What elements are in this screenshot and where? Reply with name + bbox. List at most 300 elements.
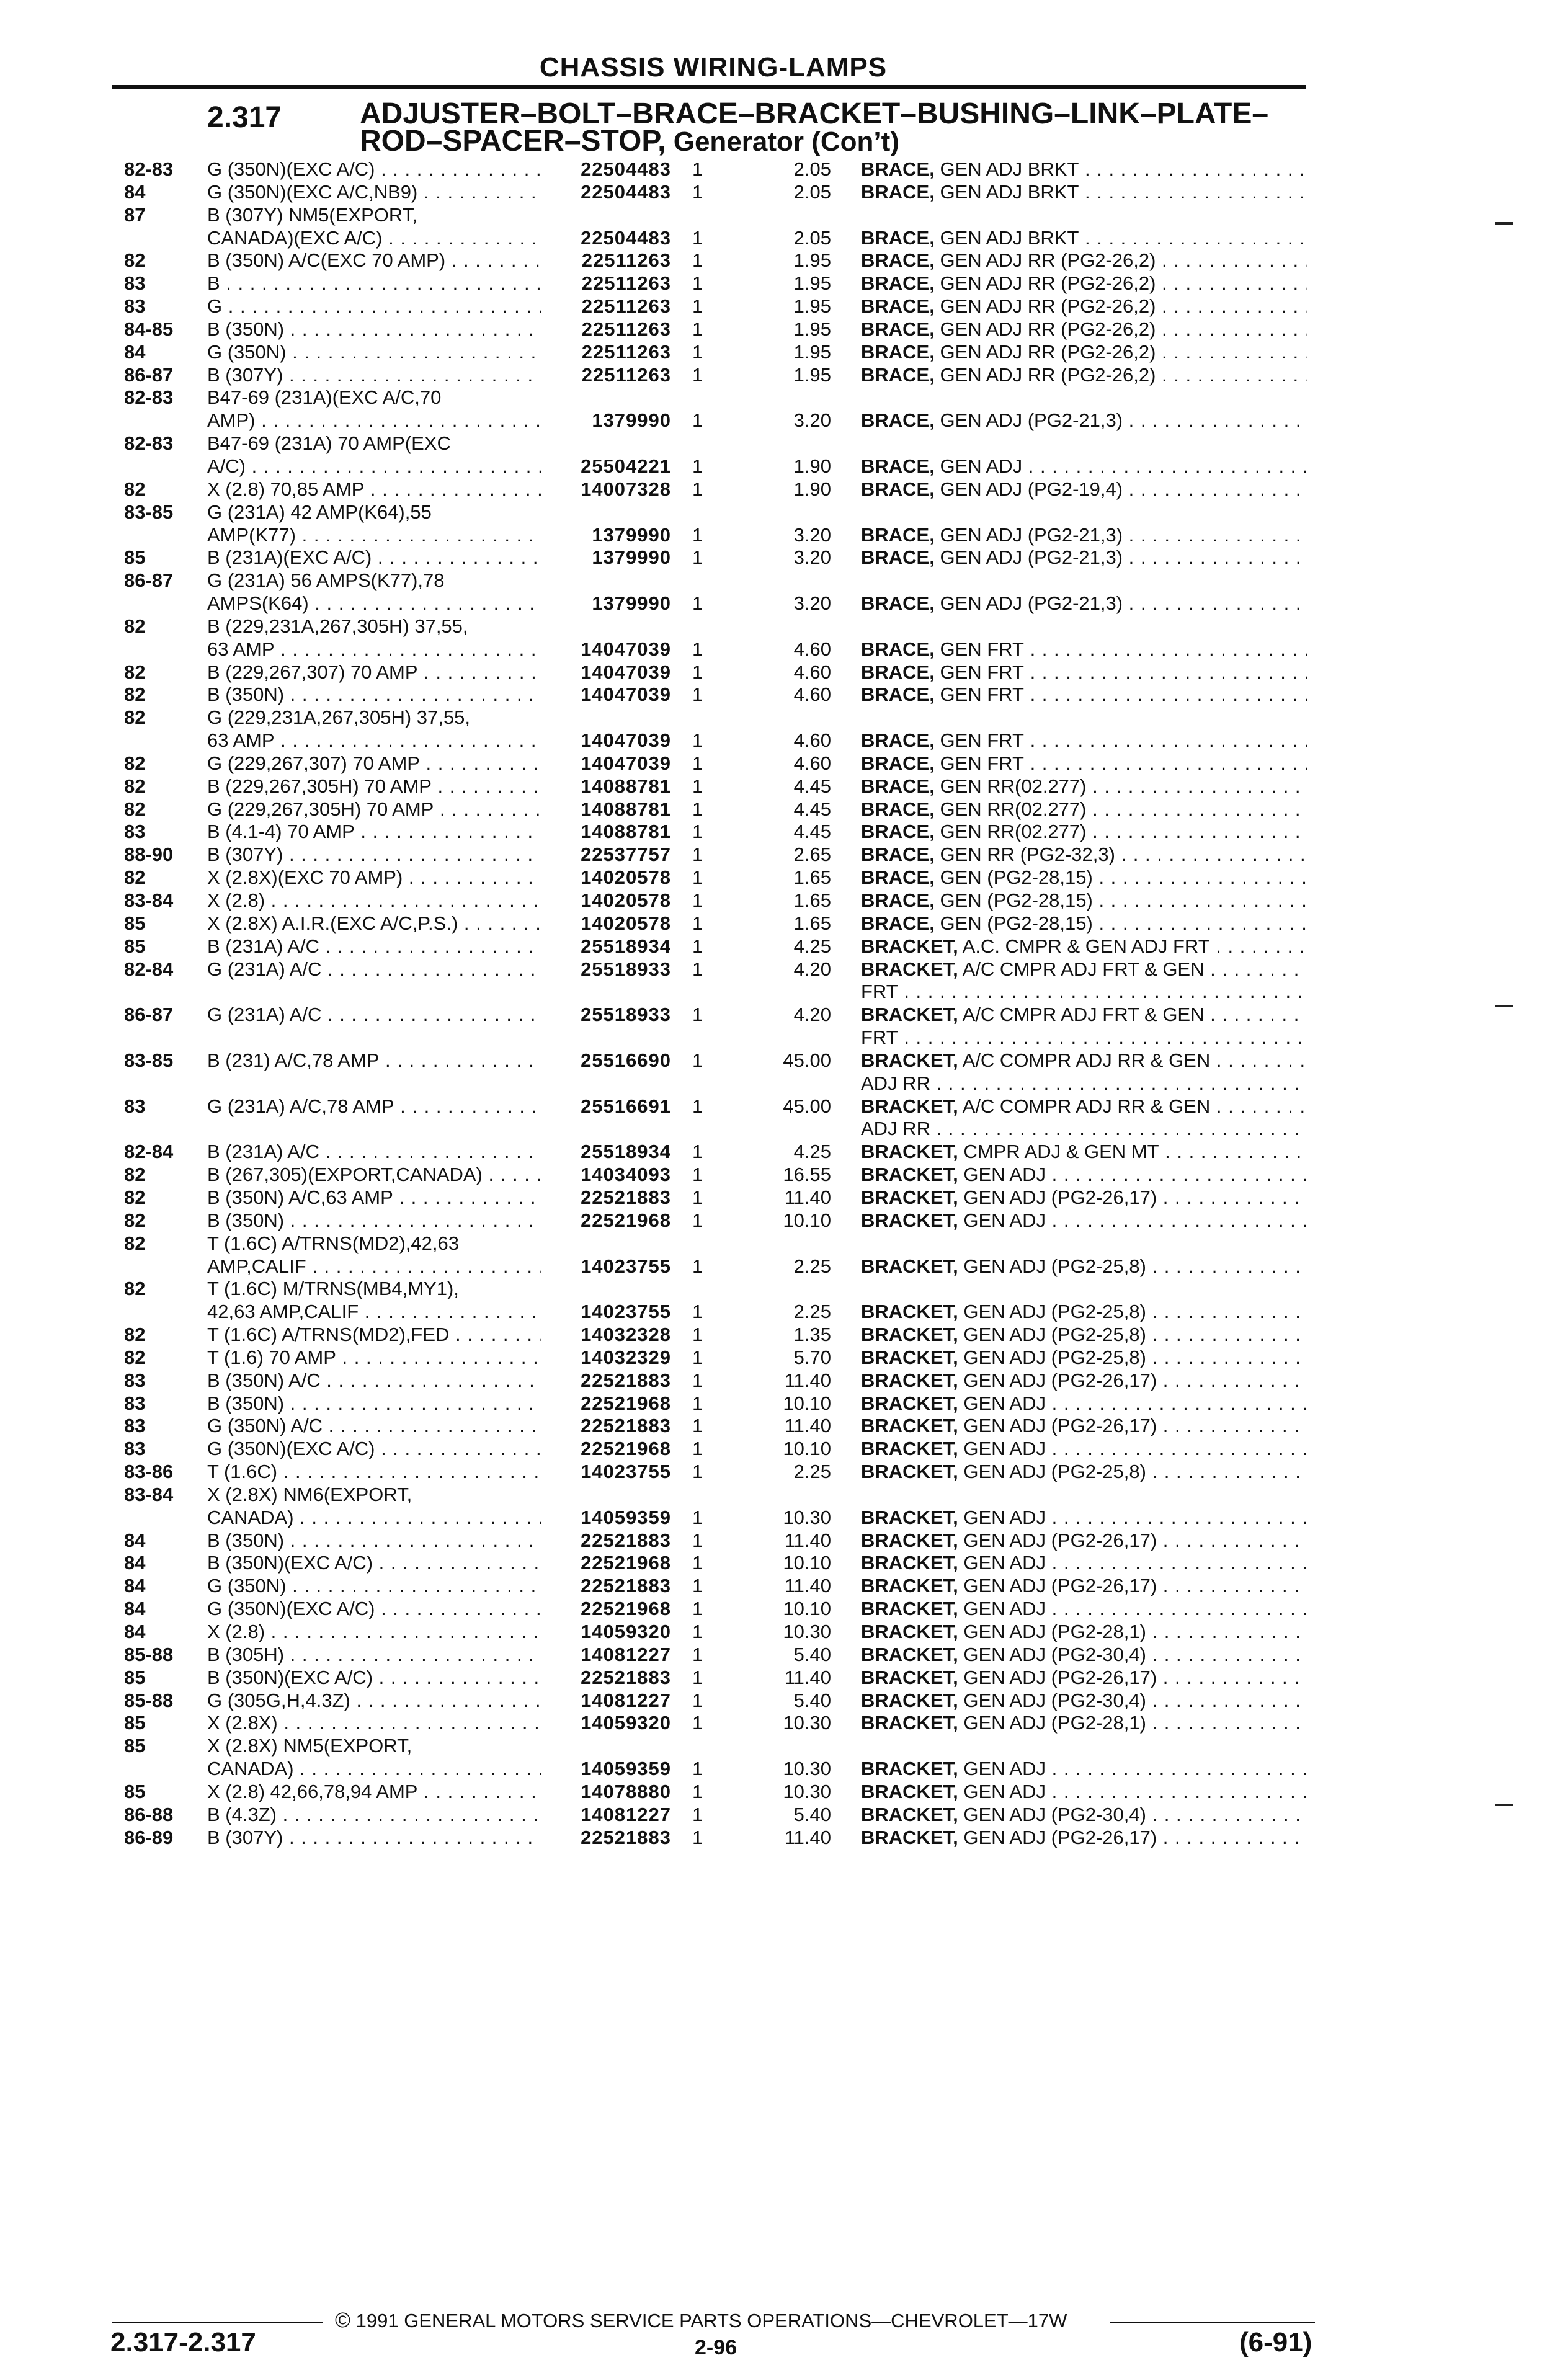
part-number: 14088781 — [581, 821, 671, 843]
margin-mark — [1495, 222, 1513, 225]
table-row — [0, 1232, 1568, 1255]
description-keyword: BRACKET, — [861, 1346, 958, 1368]
description-text: GEN ADJ RR (PG2-26,2) — [934, 272, 1156, 295]
description — [861, 1347, 1307, 1369]
section-title-line-2 — [360, 125, 1290, 158]
application: B (305H) . . . — [207, 1644, 541, 1667]
description-keyword: BRACKET, — [861, 1758, 958, 1780]
description-text: GEN ADJ (PG2-28,1) — [958, 1621, 1146, 1642]
model-years: 84 — [124, 1575, 146, 1597]
price: 1.95 — [793, 341, 831, 363]
description — [861, 1507, 1307, 1530]
description-text: GEN ADJ (PG2-28,1) — [958, 1712, 1146, 1734]
application: G (231A) A/C . . . — [207, 1004, 541, 1026]
application: G (229,231A,267,305H) 37,55, — [207, 706, 470, 729]
application: X (2.8X)(EXC 70 AMP) . . . — [207, 866, 541, 889]
price: 4.60 — [793, 684, 831, 706]
description — [861, 1690, 1307, 1712]
model-years: 82 — [124, 866, 146, 889]
description-text: FRT — [861, 981, 898, 1003]
table-row — [0, 272, 1568, 295]
application: T (1.6C) A/TRNS(MD2),42,63 — [207, 1232, 459, 1254]
application: G (350N) . . . — [207, 1575, 541, 1598]
section-title-line-2-rest: Generator (Con’t) — [666, 127, 899, 157]
description-text: CMPR ADJ & GEN MT — [958, 1141, 1159, 1163]
description — [861, 1438, 1307, 1461]
description — [861, 1187, 1307, 1209]
model-years: 82-83 — [124, 158, 174, 180]
margin-mark — [1495, 1804, 1513, 1806]
quantity: 1 — [692, 1552, 703, 1574]
description-text: ADJ RR — [861, 1118, 930, 1140]
application: G (350N)(EXC A/C,NB9) . . . — [207, 181, 541, 204]
description-keyword: BRACE, — [861, 523, 935, 546]
quantity: 1 — [692, 889, 703, 911]
description — [861, 729, 1307, 752]
description — [861, 1049, 1307, 1072]
description-text: A.C. CMPR & GEN ADJ FRT — [958, 935, 1210, 957]
part-number: 14078880 — [581, 1780, 671, 1802]
application: 63 AMP . . . — [207, 729, 541, 752]
quantity: 1 — [692, 1506, 703, 1528]
price: 3.20 — [793, 409, 831, 432]
quantity: 1 — [692, 226, 703, 249]
price: 10.10 — [783, 1552, 831, 1574]
quantity: 1 — [692, 546, 703, 569]
section-number: 2.317 — [207, 101, 282, 134]
application: B (350N) . . . — [207, 318, 541, 341]
application: B (350N) . . . — [207, 1530, 541, 1552]
model-years: 85 — [124, 935, 146, 957]
price: 10.10 — [783, 1598, 831, 1620]
footer-page-number: 2-96 — [695, 2336, 737, 2359]
application: B (350N) A/C,63 AMP . . . — [207, 1187, 541, 1209]
model-years: 82 — [124, 1346, 146, 1368]
quantity: 1 — [692, 1049, 703, 1071]
footer-date: (6-91) — [1239, 2327, 1312, 2358]
part-number: 22521883 — [581, 1369, 671, 1391]
description — [861, 524, 1307, 547]
margin-mark — [1495, 1005, 1513, 1007]
description-text: GEN ADJ (PG2-30,4) — [958, 1689, 1146, 1711]
application: CANADA)(EXC A/C) . . . — [207, 227, 541, 250]
table-row — [0, 1324, 1568, 1347]
description-text: GEN ADJ — [958, 1438, 1046, 1460]
table-row — [0, 181, 1568, 204]
table-row — [0, 1827, 1568, 1850]
model-years: 86-89 — [124, 1826, 174, 1848]
description-keyword: BRACKET, — [861, 1164, 958, 1186]
model-years: 83 — [124, 1369, 146, 1391]
description-keyword: BRACE, — [861, 844, 935, 866]
description-keyword: BRACE, — [861, 295, 935, 318]
quantity: 1 — [692, 1415, 703, 1437]
description — [861, 1575, 1307, 1598]
description-text: GEN (PG2-28,15) — [934, 866, 1093, 889]
application: X (2.8) 42,66,78,94 AMP . . . — [207, 1781, 541, 1804]
table-row — [0, 1781, 1568, 1804]
description — [861, 981, 1307, 1004]
description-text: GEN ADJ (PG2-30,4) — [958, 1803, 1146, 1825]
description-keyword: BRACE, — [861, 318, 935, 340]
part-number: 22504483 — [581, 158, 671, 180]
model-years: 82 — [124, 798, 146, 820]
description-keyword: BRACE, — [861, 409, 935, 432]
table-row — [0, 1575, 1568, 1598]
description-keyword: BRACE, — [861, 180, 935, 203]
description-text: GEN FRT — [934, 684, 1024, 706]
price: 1.65 — [793, 889, 831, 911]
application: G . . . — [207, 295, 541, 318]
part-number: 1379990 — [592, 546, 671, 569]
description-text: GEN ADJ — [934, 455, 1023, 477]
description-text: GEN ADJ (PG2-25,8) — [958, 1255, 1146, 1277]
description — [861, 1552, 1307, 1575]
model-years: 84 — [124, 180, 146, 203]
price: 4.60 — [793, 638, 831, 660]
model-years: 84 — [124, 341, 146, 363]
table-row — [0, 1461, 1568, 1484]
model-years: 84 — [124, 1529, 146, 1551]
model-years: 82 — [124, 1232, 146, 1254]
description — [861, 798, 1307, 821]
description-text: GEN ADJ — [958, 1598, 1046, 1620]
part-number: 22521883 — [581, 1666, 671, 1688]
table-row — [0, 1118, 1568, 1141]
quantity: 1 — [692, 866, 703, 889]
part-number: 22521883 — [581, 1186, 671, 1208]
table-row — [0, 204, 1568, 227]
description-text: GEN FRT — [934, 638, 1024, 660]
quantity: 1 — [692, 1004, 703, 1026]
price: 2.25 — [793, 1255, 831, 1277]
price: 1.95 — [793, 295, 831, 318]
quantity: 1 — [692, 1324, 703, 1346]
description-text: GEN ADJ — [958, 1780, 1046, 1802]
quantity: 1 — [692, 478, 703, 500]
application: B47-69 (231A) 70 AMP(EXC — [207, 432, 451, 455]
table-row — [0, 1804, 1568, 1827]
quantity: 1 — [692, 1164, 703, 1186]
table-row — [0, 524, 1568, 547]
quantity: 1 — [692, 249, 703, 272]
description-text: GEN FRT — [934, 729, 1024, 752]
price: 1.95 — [793, 363, 831, 386]
price: 4.45 — [793, 798, 831, 820]
description-keyword: BRACE, — [861, 752, 935, 774]
model-years: 85 — [124, 1735, 146, 1757]
quantity: 1 — [692, 318, 703, 340]
description — [861, 1369, 1307, 1392]
description-keyword: BRACKET, — [861, 1575, 958, 1597]
table-row — [0, 386, 1568, 409]
description-text: GEN ADJ (PG2-30,4) — [958, 1643, 1146, 1665]
description-keyword: BRACKET, — [861, 1506, 958, 1528]
table-row — [0, 958, 1568, 981]
application: B (350N) . . . — [207, 1209, 541, 1232]
description — [861, 1644, 1307, 1667]
part-number: 22521968 — [581, 1598, 671, 1620]
description-keyword: BRACE, — [861, 821, 935, 843]
application: AMPS(K64) . . . — [207, 592, 541, 615]
description-keyword: BRACE, — [861, 249, 935, 272]
model-years: 82 — [124, 249, 146, 272]
model-years: 82 — [124, 615, 146, 637]
table-row — [0, 1301, 1568, 1324]
description-keyword: BRACKET, — [861, 1438, 958, 1460]
application: 63 AMP . . . — [207, 638, 541, 661]
description-keyword: BRACKET, — [861, 1209, 958, 1231]
model-years: 83 — [124, 1438, 146, 1460]
quantity: 1 — [692, 1369, 703, 1391]
description — [861, 546, 1307, 569]
price: 3.20 — [793, 592, 831, 615]
description — [861, 752, 1307, 775]
price: 2.05 — [793, 158, 831, 180]
application: CANADA) . . . — [207, 1507, 541, 1530]
description-keyword: BRACKET, — [861, 1552, 958, 1574]
application: B (231A)(EXC A/C) . . . — [207, 546, 541, 569]
quantity: 1 — [692, 1438, 703, 1460]
model-years: 86-87 — [124, 569, 174, 592]
part-number: 14081227 — [581, 1689, 671, 1711]
price: 2.05 — [793, 180, 831, 203]
table-row — [0, 318, 1568, 341]
description — [861, 1461, 1307, 1484]
table-row — [0, 1621, 1568, 1644]
description-keyword: BRACKET, — [861, 958, 958, 980]
part-number: 1379990 — [592, 409, 671, 432]
price: 5.40 — [793, 1803, 831, 1825]
table-row — [0, 1164, 1568, 1187]
description-text: GEN (PG2-28,15) — [934, 889, 1093, 911]
price: 10.10 — [783, 1438, 831, 1460]
description-text: GEN ADJ RR (PG2-26,2) — [934, 363, 1156, 386]
table-row — [0, 638, 1568, 661]
description — [861, 844, 1307, 866]
part-number: 1379990 — [592, 592, 671, 615]
model-years: 83-85 — [124, 1049, 174, 1071]
quantity: 1 — [692, 1255, 703, 1277]
table-row — [0, 1255, 1568, 1278]
table-row — [0, 889, 1568, 912]
description-text: GEN (PG2-28,15) — [934, 912, 1093, 934]
quantity: 1 — [692, 363, 703, 386]
table-row — [0, 432, 1568, 455]
description-keyword: BRACE, — [861, 546, 935, 569]
application: T (1.6C) M/TRNS(MB4,MY1), — [207, 1278, 459, 1300]
application: G (229,267,307) 70 AMP . . . — [207, 752, 541, 775]
part-number: 14047039 — [581, 638, 671, 660]
quantity: 1 — [692, 158, 703, 180]
table-row — [0, 1644, 1568, 1667]
price: 11.40 — [784, 1186, 831, 1208]
table-row — [0, 1735, 1568, 1758]
part-number: 14047039 — [581, 661, 671, 683]
quantity: 1 — [692, 1392, 703, 1414]
description-keyword: BRACE, — [861, 226, 935, 249]
model-years: 84 — [124, 1598, 146, 1620]
table-row — [0, 546, 1568, 569]
part-number: 25518934 — [581, 1141, 671, 1163]
description — [861, 684, 1307, 706]
application: G (350N)(EXC A/C) . . . — [207, 158, 541, 181]
description — [861, 1118, 1307, 1141]
footer-section-range: 2.317-2.317 — [110, 2327, 256, 2358]
table-row — [0, 1530, 1568, 1552]
application: B (231) A/C,78 AMP . . . — [207, 1049, 541, 1072]
description-keyword: BRACE, — [861, 478, 935, 500]
part-number: 25518933 — [581, 1004, 671, 1026]
table-row — [0, 798, 1568, 821]
application: B . . . — [207, 272, 541, 295]
price: 1.65 — [793, 912, 831, 934]
description-keyword: BRACKET, — [861, 1826, 958, 1848]
table-row — [0, 1141, 1568, 1164]
description-keyword: BRACKET, — [861, 1415, 958, 1437]
description-text: GEN ADJ (PG2-21,3) — [934, 592, 1123, 615]
price: 11.40 — [784, 1575, 831, 1597]
footer-rule-left — [112, 2322, 323, 2323]
price: 11.40 — [784, 1369, 831, 1391]
description — [861, 1712, 1307, 1735]
description-keyword: BRACKET, — [861, 1712, 958, 1734]
description-keyword: BRACE, — [861, 684, 935, 706]
model-years: 83-86 — [124, 1461, 174, 1483]
description-text: GEN FRT — [934, 661, 1024, 683]
part-number: 22511263 — [581, 363, 671, 386]
quantity: 1 — [692, 1689, 703, 1711]
description — [861, 1415, 1307, 1438]
part-number: 22511263 — [581, 295, 671, 318]
description — [861, 249, 1307, 272]
table-row — [0, 455, 1568, 478]
description-keyword: BRACKET, — [861, 1141, 958, 1163]
description-text: GEN ADJ (PG2-25,8) — [958, 1324, 1146, 1346]
application: B (307Y) . . . — [207, 1827, 541, 1850]
application: B (350N)(EXC A/C) . . . — [207, 1552, 541, 1575]
part-number: 22521883 — [581, 1826, 671, 1848]
application: B (350N) A/C(EXC 70 AMP) . . . — [207, 249, 541, 272]
part-number: 22511263 — [581, 249, 671, 272]
quantity: 1 — [692, 1826, 703, 1848]
application: B (307Y) NM5(EXPORT, — [207, 203, 417, 226]
application: 42,63 AMP,CALIF . . . — [207, 1301, 541, 1324]
part-number: 14023755 — [581, 1255, 671, 1277]
quantity: 1 — [692, 1346, 703, 1368]
description-keyword: BRACE, — [861, 661, 935, 683]
model-years: 82 — [124, 1186, 146, 1208]
model-years: 85 — [124, 546, 146, 569]
description-text: GEN ADJ (PG2-26,17) — [958, 1186, 1157, 1208]
price: 1.65 — [793, 866, 831, 889]
part-number: 25516690 — [581, 1049, 671, 1071]
description-text: GEN ADJ BRKT — [934, 226, 1079, 249]
description — [861, 1072, 1307, 1095]
quantity: 1 — [692, 844, 703, 866]
description — [861, 1209, 1307, 1232]
application: T (1.6C) . . . — [207, 1461, 541, 1484]
description-keyword: BRACE, — [861, 798, 935, 820]
quantity: 1 — [692, 1758, 703, 1780]
description — [861, 227, 1307, 250]
price: 1.95 — [793, 272, 831, 295]
quantity: 1 — [692, 180, 703, 203]
price: 4.25 — [793, 1141, 831, 1163]
model-years: 82-83 — [124, 432, 174, 455]
copyright-mark: © — [335, 2309, 351, 2332]
part-number: 14047039 — [581, 684, 671, 706]
quantity: 1 — [692, 638, 703, 660]
table-row — [0, 1209, 1568, 1232]
model-years: 85-88 — [124, 1689, 174, 1711]
table-row — [0, 569, 1568, 592]
table-row — [0, 935, 1568, 958]
table-row — [0, 615, 1568, 638]
model-years: 83-85 — [124, 501, 174, 523]
quantity: 1 — [692, 729, 703, 752]
description-text: A/C CMPR ADJ FRT & GEN — [958, 1004, 1205, 1026]
model-years: 82 — [124, 752, 146, 774]
description — [861, 1324, 1307, 1347]
model-years: 82 — [124, 706, 146, 729]
model-years: 82 — [124, 1164, 146, 1186]
parts-table — [0, 158, 1568, 1849]
description-keyword: BRACE, — [861, 912, 935, 934]
table-row — [0, 1187, 1568, 1209]
table-row — [0, 844, 1568, 866]
part-number: 22521968 — [581, 1438, 671, 1460]
application: B (350N) A/C . . . — [207, 1369, 541, 1392]
price: 4.20 — [793, 1004, 831, 1026]
description-keyword: BRACKET, — [861, 1803, 958, 1825]
model-years: 85 — [124, 1666, 146, 1688]
quantity: 1 — [692, 935, 703, 957]
price: 11.40 — [784, 1415, 831, 1437]
application: X (2.8) 70,85 AMP . . . — [207, 478, 541, 501]
table-row — [0, 1507, 1568, 1530]
running-head: CHASSIS WIRING-LAMPS — [539, 52, 888, 82]
description-text: GEN ADJ RR (PG2-26,2) — [934, 249, 1156, 272]
section-title — [360, 97, 1290, 158]
table-row — [0, 1438, 1568, 1461]
part-number: 22504483 — [581, 226, 671, 249]
table-row — [0, 295, 1568, 318]
description-text: A/C COMPR ADJ RR & GEN — [958, 1095, 1211, 1117]
model-years: 87 — [124, 203, 146, 226]
application: G (350N) A/C . . . — [207, 1415, 541, 1438]
description-keyword: BRACKET, — [861, 1049, 958, 1071]
application: AMP(K77) . . . — [207, 524, 541, 547]
table-row — [0, 1484, 1568, 1507]
description-keyword: BRACE, — [861, 592, 935, 615]
price: 10.30 — [783, 1758, 831, 1780]
description — [861, 821, 1307, 844]
model-years: 85 — [124, 1712, 146, 1734]
quantity: 1 — [692, 1598, 703, 1620]
table-row — [0, 1667, 1568, 1690]
quantity: 1 — [692, 752, 703, 774]
table-row — [0, 1072, 1568, 1095]
model-years: 88-90 — [124, 844, 174, 866]
description-text: GEN ADJ — [958, 1209, 1046, 1231]
description-keyword: BRACKET, — [861, 1529, 958, 1551]
description-text: GEN ADJ (PG2-19,4) — [934, 478, 1123, 500]
description-text: GEN ADJ RR (PG2-26,2) — [934, 318, 1156, 340]
quantity: 1 — [692, 1575, 703, 1597]
table-row — [0, 1712, 1568, 1735]
part-number: 14007328 — [581, 478, 671, 500]
